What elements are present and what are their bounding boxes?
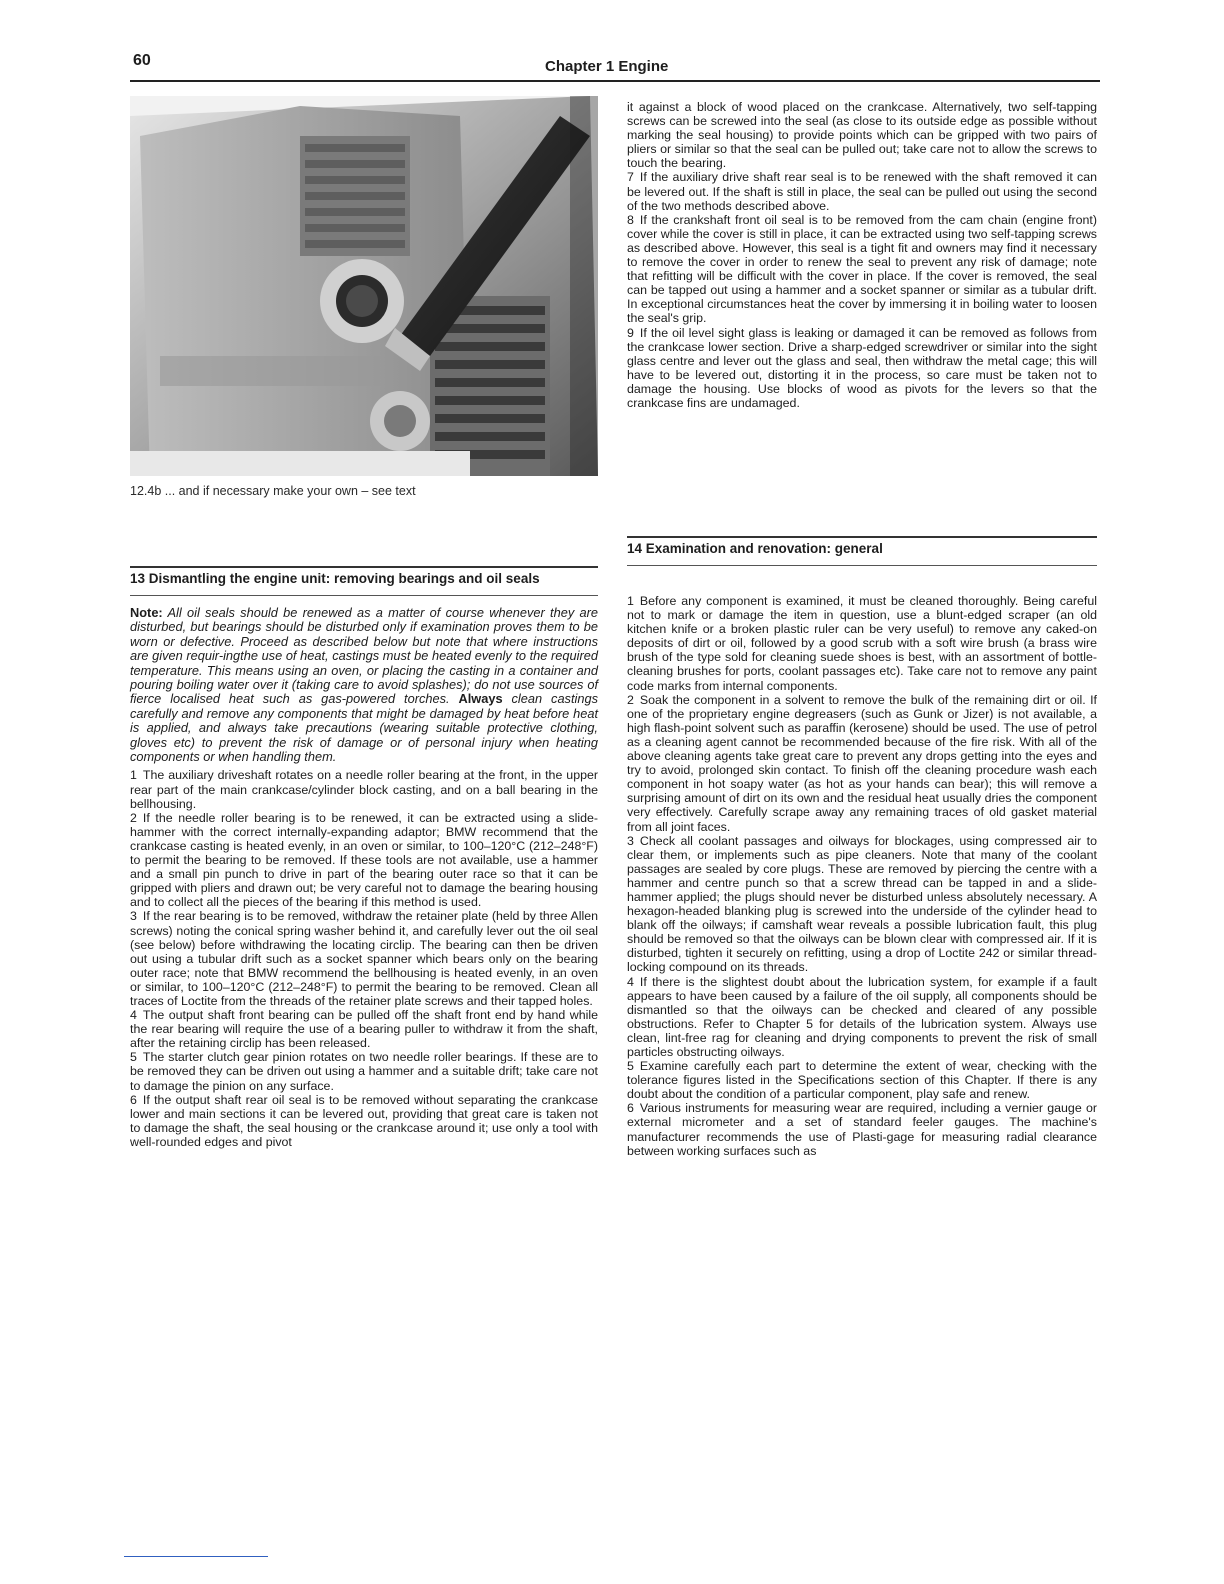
paragraph-text: If the needle roller bearing is to be renewed, it can be extracted using a slide-hammer with the correct internally-expanding adaptor; BMW recommend that the crankcase casting is heated evenly, in an oven or similar, to 100–120°C (212–248°F) to permit the bearing to be removed. If these tools are not available, use a hammer and a small pin punch to drive in part of the bearing outer race so that it can be gripped with pliers and drawn out; be very careful not to damage the bearing housing and to collect all the pieces of the bearing if this method is used.	[130, 810, 598, 910]
section-13-title: 13 Dismantling the engine unit: removing bearings and oil seals	[130, 566, 598, 596]
paragraph-text: If the crankshaft front oil seal is to be removed from the cam chain (engine front) cover while the cover is still in place, it can be extracted using two self-tapping screws as described above. However, this seal is a tight fit and owners may find it necessary to remove the cover in order to renew the seal to prevent any risk of damage; note that refitting will be difficult with the cover in place. If the cover is removed, the seal can be tapped out using a hammer and a socket spanner or similar as a tubular drift. In exceptional circumstances heat the cover by immersing it in boiling water to loosen the seal's grip.	[627, 212, 1097, 326]
paragraph-number: 3	[627, 833, 634, 848]
paragraph	[627, 170, 1097, 212]
paragraph-number: 5	[627, 1059, 634, 1074]
paragraph-text: If the auxiliary drive shaft rear seal is to be renewed with the shaft removed it can be levered out. If the shaft is still in place, the seal can be pulled out using the second of the two methods described above.	[627, 170, 1097, 213]
paragraph-number: 4	[130, 1008, 137, 1023]
paragraph	[627, 1101, 1097, 1157]
paragraph-number: 8	[627, 212, 634, 227]
chapter-title: Chapter 1 Engine	[545, 58, 669, 75]
paragraph-text: If there is the slightest doubt about the lubrication system, for example if a fault appears to have been caused by a failure of the oil supply, all components should be dismantled so that the oilways can be checked and cleared of any possible obstructions. Refer to Chapter 5 for details of the lubrication system. Always use clean, lint-free rag for cleaning and drying components to prevent the risk of small particles obstructing oilways.	[627, 974, 1097, 1059]
paragraph-number: 4	[627, 974, 634, 989]
note-text-2: clean castings carefully and remove any components that might be damaged by heat before heat is applied, and always take precautions (wearing suitable protective clothing, gloves etc) to prevent the risk of damage or of personal injury when heating components or when handling them.	[130, 691, 598, 765]
paragraph	[627, 100, 1097, 170]
paragraph	[627, 693, 1097, 834]
paragraph-number: 6	[130, 1092, 137, 1107]
paragraph-number: 9	[627, 325, 634, 340]
paragraph-number: 5	[130, 1050, 137, 1065]
paragraph	[627, 594, 1097, 693]
section-14-title: 14 Examination and renovation: general	[627, 536, 1097, 566]
note-bold: Always	[458, 691, 503, 707]
note-text-1: All oil seals should be renewed as a matter of course whenever they are disturbed, but bearings should be disturbed only if examination proves them to be worn or defective. Proceed as described below but note that where instructions are given requir-ingthe use of heat, castings must be heated evenly to the required temperature. This means using an oven, or placing the casting in a container and pouring boiling water over it (taking care to avoid splashes); do not use sources of fierce localised heat such as gas-powered torches.	[130, 605, 598, 707]
paragraph	[627, 834, 1097, 975]
section-14-body	[627, 594, 1097, 1158]
engine-photo	[130, 96, 598, 476]
paragraph	[130, 1008, 598, 1050]
page-number: 60	[133, 52, 151, 69]
paragraph	[130, 1093, 598, 1149]
section-14	[627, 536, 1097, 1158]
paragraph	[627, 213, 1097, 326]
header-rule	[130, 80, 1100, 82]
figure-caption: 12.4b ... and if necessary make your own – see text	[130, 484, 416, 498]
paragraph-text: Before any component is examined, it must be cleaned thoroughly. Being careful not to mark or damage the item in question, use a blunt-edged scraper (an old kitchen knife or a broken plastic ruler can be very useful) to remove any caked-on deposits of dirt or oil, followed by a good scrub with a soft wire brush (a brass wire brush of the type sold for cleaning suede shoes is best, with an assortment of bottle-cleaning brushes for ports, coolant passages etc). Take care not to remove any paint code marks from internal components.	[627, 594, 1097, 693]
paragraph-number: 1	[130, 768, 137, 783]
section-13-body	[130, 768, 598, 1149]
paragraph-number: 2	[627, 692, 634, 707]
paragraph	[627, 975, 1097, 1060]
paragraph-number: 1	[627, 594, 634, 608]
paragraph-text: The starter clutch gear pinion rotates on two needle roller bearings. If these are to be removed they can be driven out using a hammer and a suitable drift; take care not to damage the pinion on any surface.	[130, 1050, 598, 1093]
footnote-rule	[124, 1556, 268, 1557]
paragraph-text: it against a block of wood placed on the crankcase. Alternatively, two self-tapping screws can be screwed into the seal (as close to its outside edge as possible without marking the seal housing) to provide points which can be gripped with two pairs of pliers or similar so that the seal can be pulled out; take care not to allow the screws to touch the bearing.	[627, 100, 1097, 171]
paragraph-text: The output shaft front bearing can be pulled off the shaft front end by hand while the rear bearing will require the use of a bearing puller to withdraw it from the shaft, after the retaining circlip has been released.	[130, 1008, 598, 1051]
paragraph-number: 7	[627, 170, 634, 185]
paragraph	[130, 768, 598, 810]
paragraph-text: Soak the component in a solvent to remove the bulk of the remaining dirt or oil. If one of the proprietary engine degreasers (such as Gunk or Jizer) is not available, a high flash-point solvent such as paraffin (kerosene) should be used. The use of petrol as a cleaning agent cannot be recommended because of the fire risk. With all of the above cleaning agents take great care to prevent any drops getting into the eyes and try to avoid, prolonged skin contact. To finish off the cleaning procedure wash each component in hot soapy water (as hot as your hands can bear); this will remove a surprising amount of dirt on its own and the residual heat usually dries the component very effectively. Carefully scrape away any remaining traces of old gasket material from all joint faces.	[627, 692, 1097, 834]
paragraph-text: If the output shaft rear oil seal is to be removed without separating the crankcase lower and main sections it can be levered out, providing that great care is taken not to damage the shaft, the seal housing or the crankcase around it; use only a tool with well-rounded edges and pivot	[130, 1092, 598, 1149]
paragraph-number: 3	[130, 909, 137, 924]
paragraph-text: If the rear bearing is to be removed, withdraw the retainer plate (held by three Allen screws) noting the conical spring washer behind it, and carefully lever out the oil seal (see below) before withdrawing the locating circlip. The bearing can then be driven out using a tubular drift such as a socket spanner which bears only on the bearing outer race; note that BMW recommend the bellhousing is heated evenly, in an oven or similar, to 100–120°C (212–248°F) to permit the bearing to be removed. Clean all traces of Loctite from the threads of the retainer plate screws and their tapped holes.	[130, 909, 598, 1008]
section-13	[130, 566, 598, 1149]
paragraph-number: 6	[627, 1101, 634, 1116]
paragraph-text: Check all coolant passages and oilways for blockages, using compressed air to clear them, or implements such as pipe cleaners. Note that many of the coolant passages are sealed by core plugs. These are removed by piercing the centre with a hammer and centre punch so that a screw thread can be tapped in and a slide-hammer applied; the plugs should never be disturbed unless absolutely necessary. A hexagon-headed blanking plug is screwed into the underside of the cylinder head to blank off the oilways; if camshaft wear reveals a possible lubrication fault, this plug should be removed so that the oilways can be blown clear with compressed air. If it is disturbed, tighten it securely on refitting, using a drop of Loctite 242 or similar thread-locking compound on its threads.	[627, 833, 1097, 975]
note-label: Note:	[130, 605, 163, 620]
paragraph	[130, 909, 598, 1008]
paragraph-number: 2	[130, 810, 137, 825]
section-13-note	[130, 606, 598, 764]
paragraph-text: Examine carefully each part to determine the extent of wear, checking with the tolerance figures listed in the Specifications section of this Chapter. If there is any doubt about the condition of a particular component, play safe and renew.	[627, 1059, 1097, 1102]
paragraph	[130, 811, 598, 910]
section-13-continued	[627, 100, 1097, 410]
paragraph-text: If the oil level sight glass is leaking or damaged it can be removed as follows from the crankcase lower section. Drive a sharp-edged screwdriver or similar into the sight glass centre and lever out the glass and seal, then withdraw the metal cage; this will have to be levered out, distorting it in the process, so care must be taken not to damage the housing. Use blocks of wood as pivots for the levers so that the crankcase fins are undamaged.	[627, 325, 1097, 410]
paragraph-text: The auxiliary driveshaft rotates on a needle roller bearing at the front, in the upper rear part of the main crankcase/cylinder block casting, and on a ball bearing in the bellhousing.	[130, 768, 598, 811]
paragraph-text: Various instruments for measuring wear are required, including a vernier gauge or external micrometer and a set of standard feeler gauges. The machine's manufacturer recommends the use of Plasti-gage for measuring radial clearance between working surfaces such as	[627, 1101, 1097, 1158]
paragraph	[627, 326, 1097, 411]
paragraph	[130, 1050, 598, 1092]
paragraph	[627, 1059, 1097, 1101]
